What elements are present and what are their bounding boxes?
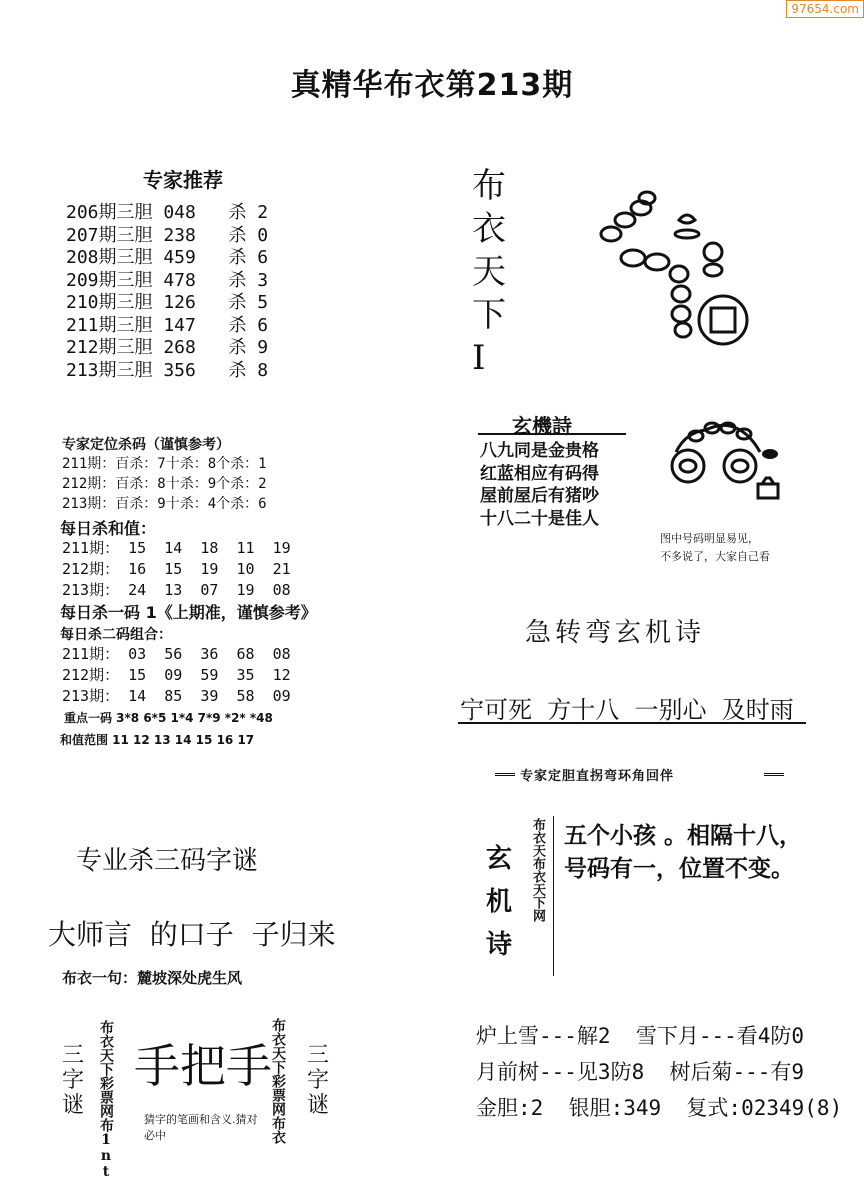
expert-row: 213期三胆 356 杀 8 [66, 359, 269, 381]
four-words-underline [458, 722, 806, 724]
poem-line: 十八二十是佳人 [480, 508, 599, 529]
position-row: 212期：百杀：8十杀：9个杀：2 [62, 476, 267, 492]
position-kill-heading: 专家定位杀码（谨慎参考） [62, 437, 230, 453]
hint-line: 金胆:2 银胆:349 复式:02349(8) [476, 1096, 843, 1120]
expert-row: 212期三胆 268 杀 9 [66, 337, 269, 358]
xuanji-shi-vertical: 玄机诗 [486, 844, 513, 960]
right-side-riddle: 三字谜 [307, 1043, 330, 1118]
expert-row: 210期三胆 126 杀 5 [66, 292, 269, 313]
four-words: 宁可死 方十八 一别心 及时雨 [460, 696, 794, 724]
riddle-poem [564, 820, 802, 886]
expert-dan-right-rule [764, 773, 784, 776]
key-code: 重点一码 3*8 6*5 1*4 7*9 *2* *48 [64, 711, 273, 725]
poem-line: 屋前屋后有猪吵 [480, 486, 599, 506]
expert-row: 209期三胆 478 杀 3 [66, 269, 269, 291]
daily-two-heading: 每日杀二码组合： [60, 627, 172, 643]
site-watermark[interactable]: 97654.com [786, 0, 864, 18]
hand-title: 手把手 [134, 1039, 272, 1093]
left-side-riddle: 三字谜 [62, 1043, 85, 1118]
expert-row: 207期三胆 238 杀 0 [66, 224, 269, 246]
vertical-site-left: 布衣天下彩票网布1nt [98, 1020, 114, 1180]
expert-row: 211期三胆 147 杀 6 [66, 314, 269, 336]
expert-row: 208期三胆 459 杀 6 [66, 247, 269, 268]
coin-chain-illustration [595, 190, 755, 350]
daily-sum-heading: 每日杀和值： [60, 519, 157, 538]
two-row: 212期： 15 09 59 35 12 [62, 666, 291, 684]
two-row: 213期： 14 85 39 58 09 [62, 687, 291, 705]
sharp-turn-title: 急转弯玄机诗 [525, 618, 706, 648]
sum-row: 211期： 15 14 18 11 19 [62, 539, 291, 557]
master-words: 大师言 的口子 子归来 [48, 918, 336, 951]
vertical-site-middle: 布衣天布衣天下网 [530, 818, 545, 922]
expert-dan-left-rule [495, 773, 515, 776]
expert-heading: 专家推荐 [143, 168, 223, 192]
sum-row: 212期： 16 15 19 10 21 [62, 560, 291, 578]
riddle-line: 五个小孩 。相隔十八， [564, 823, 803, 849]
poem-line: 八九同是金贵格 [480, 441, 599, 461]
note-line: 图中号码明显易见， [660, 532, 759, 545]
expert-row: 206期三胆 048 杀 2 [66, 202, 269, 223]
position-row: 211期：百杀：7十杀：8个杀：1 [62, 456, 267, 472]
xuanji-rule [478, 433, 626, 435]
daily-one-heading: 每日杀一码 1《上期准，谨慎参考》 [60, 603, 317, 622]
position-kill-list [62, 454, 267, 514]
vertical-site-right: 布衣天下彩票网布衣 [270, 1018, 286, 1144]
daily-sum-list [62, 538, 291, 601]
sum-row: 213期： 24 13 07 19 08 [62, 581, 291, 599]
pro-kill-title: 专业杀三码字谜 [76, 846, 259, 876]
xuanji-heading: 玄機詩 [512, 414, 572, 438]
daily-two-list [62, 644, 291, 707]
final-hints [476, 1018, 842, 1126]
buyi-line: 布衣一句：麓坡深处虎生风 [62, 969, 243, 987]
sum-range: 和值范围 11 12 13 14 15 16 17 [60, 733, 255, 747]
hand-sub: 猜字的笔画和含义.猜对必中 [144, 1113, 258, 1142]
expert-list [66, 202, 268, 382]
riddle-bracket [553, 816, 554, 976]
poem-line: 红蓝相应有码得 [480, 463, 599, 484]
hint-line: 炉上雪---解2 雪下月---看4防0 [476, 1024, 805, 1048]
two-row: 211期： 03 56 36 68 08 [62, 645, 291, 663]
note-line: 不多说了，大家自己看 [660, 550, 770, 563]
position-row: 213期：百杀：9十杀：4个杀：6 [62, 496, 267, 512]
buyi-tianxia-vertical: 布衣天下I [472, 166, 506, 378]
riddle-line: 号码有一，位置不变。 [564, 856, 794, 882]
expert-dan-line: 专家定胆直拐弯环角回伴 [520, 769, 675, 784]
xuanji-poem [480, 440, 599, 530]
picture-note [660, 530, 770, 566]
coin-necklace-illustration [662, 418, 782, 508]
hint-line: 月前树---见3防8 树后菊---有9 [476, 1060, 805, 1084]
page-title: 真精华布衣第213期 [290, 68, 574, 103]
